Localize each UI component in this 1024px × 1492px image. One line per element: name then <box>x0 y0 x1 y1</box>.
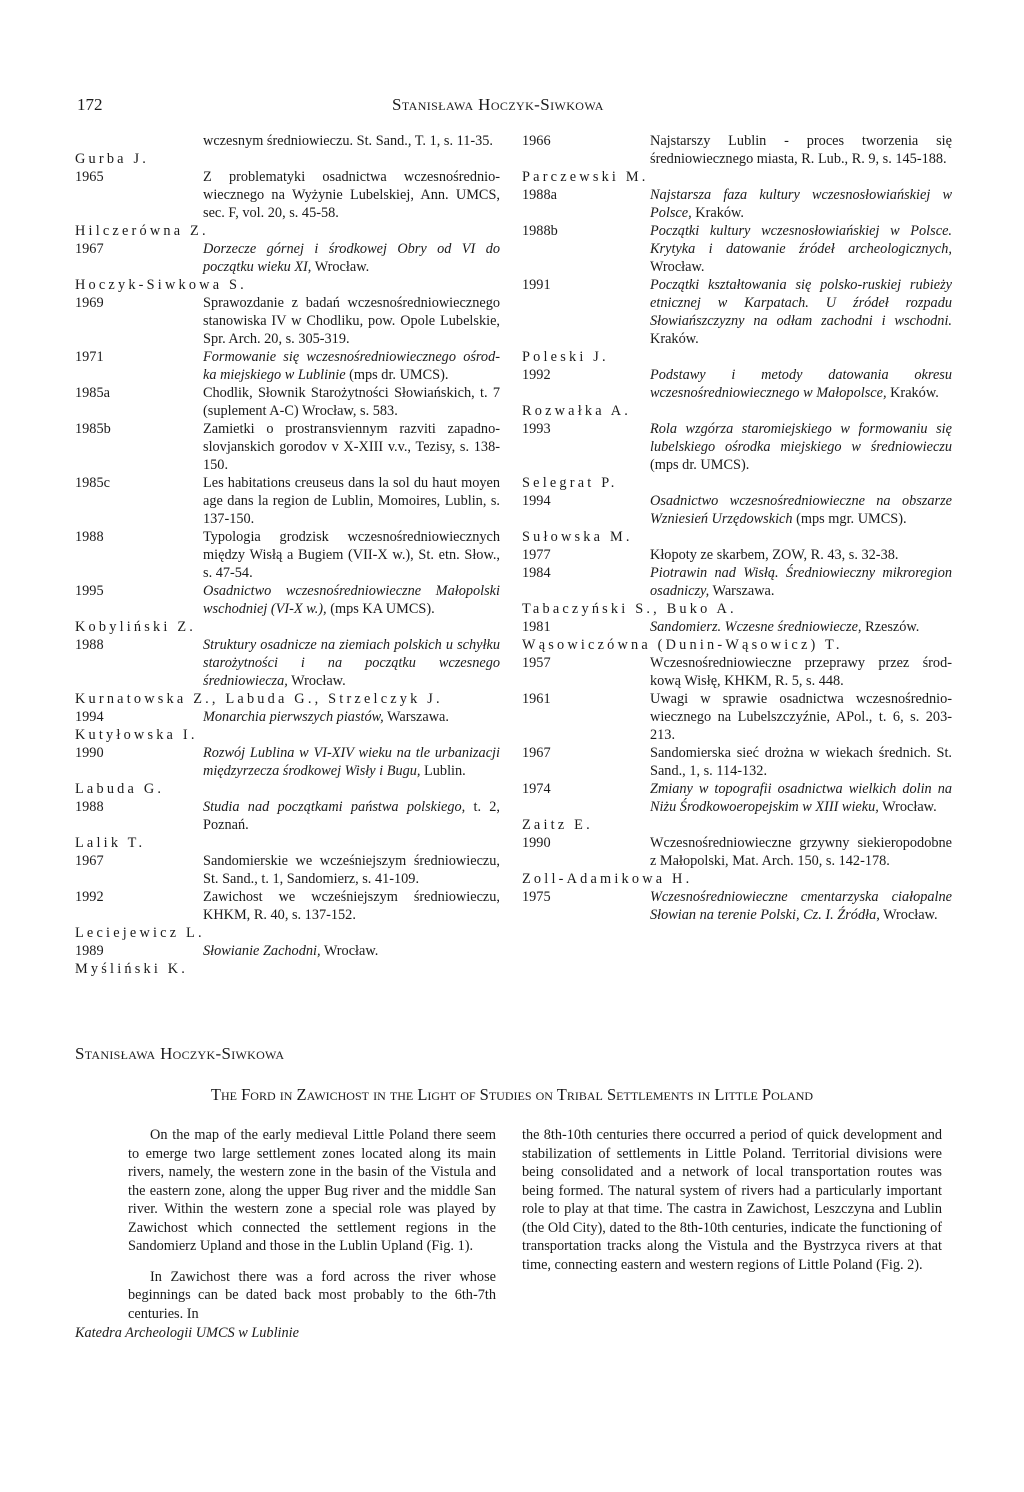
bib-text <box>650 222 952 276</box>
bib-author: Tabaczyński S., Buko A. <box>522 601 737 617</box>
bib-title: Struktury osadnicze na ziemiach polskich u schyłku starożytności i na początku wczesnego średniowiecza, <box>203 637 500 689</box>
bib-entry <box>522 420 952 474</box>
bib-entry <box>75 852 500 888</box>
bib-year: 1971 <box>75 349 104 365</box>
bib-text <box>650 780 952 816</box>
bib-title: Początki kultury wczesnosłowiańskiej w Polsce. Krytyka i datowanie źródeł archeologicznych, <box>650 223 952 257</box>
bib-text <box>650 420 952 474</box>
bib-details: Wrocław. <box>650 259 705 275</box>
bib-text <box>203 240 500 276</box>
bib-year: 1985c <box>75 475 110 491</box>
bib-title: Słowianie Zachodni, <box>203 943 321 959</box>
bib-entry <box>522 618 952 636</box>
bib-year: 1995 <box>75 583 104 599</box>
bib-entry <box>75 798 500 834</box>
bib-text <box>203 132 500 150</box>
bib-text <box>203 852 500 888</box>
bib-year: 1966 <box>522 133 551 149</box>
bib-text <box>650 690 952 744</box>
bib-author: Hilczerówna Z. <box>75 223 209 239</box>
bib-details: Kraków. <box>886 385 939 401</box>
bib-year: 1988 <box>75 799 104 815</box>
bib-entry <box>75 348 500 384</box>
bib-details: Warszawa. <box>383 709 449 725</box>
bib-entry <box>522 186 952 222</box>
bib-details: Sprawozdanie z badań wczesnośredniowiecznego stanowiska IV w Chodliku, pow. Opole Lubelskie, Spr. Arch. 20, s. 305-319. <box>203 295 500 347</box>
bib-details: Warszawa. <box>709 583 775 599</box>
english-summary-title: The Ford in Zawichost in the Light of Studies on Tribal Settlements in Little Poland <box>210 1085 814 1104</box>
bib-entry <box>75 240 500 276</box>
bib-text <box>203 384 500 420</box>
bib-year: 1969 <box>75 295 104 311</box>
bib-year <box>75 132 203 150</box>
bib-entry <box>75 528 500 582</box>
bib-details: Wczesnośredniowieczne przeprawy przez środ-kową Wisłę, KHKM, R. 5, s. 448. <box>650 655 952 689</box>
bib-year: 1994 <box>75 709 104 725</box>
bib-details: Typologia grodzisk wczesnośredniowiecznych między Wisłą a Bugiem (VII-X w.), St. etn. Słow., s. 47-54. <box>203 529 500 581</box>
bib-year: 1961 <box>522 691 551 707</box>
bib-details: Les habitations creuseus dans la sol du haut moyen age dans la region de Lublin, Momoires, Lublin, s. 137-150. <box>203 475 500 527</box>
bib-details: Z problematyki osadnictwa wczesnośrednio-wiecznego na Wyżynie Lubelskiej, Ann. UMCS, sec. F, vol. 20, s. 45-58. <box>203 169 500 221</box>
bib-title: Początki kształtowania się polsko-ruskiej rubieży etnicznej w Karpatach. U źródeł rozpadu Słowiańszczyzny na odłam zachodni i wschodni. <box>650 277 952 329</box>
bib-entry <box>75 132 500 150</box>
bib-details: Zamietki o prostransviennym razviti zapadno-slovjanskich gorodov v X-XIII v.v., Tezisy, s. 138-150. <box>203 421 500 473</box>
bib-details: Rzeszów. <box>861 619 920 635</box>
bib-details: Uwagi w sprawie osadnictwa wczesnośrednio-wiecznego na Lubelszczyźnie, APol., t. 6, s. 203-213. <box>650 691 952 743</box>
bib-author: Kobyliński Z. <box>75 619 197 635</box>
bib-entry <box>522 744 952 780</box>
bib-text <box>650 654 952 690</box>
bib-year: 1985b <box>75 421 111 437</box>
bib-title: Rola wzgórza staromiejskiego w formowaniu się lubelskiego ośrodka miejskiego w średniowieczu <box>650 421 952 455</box>
bib-text <box>650 276 952 348</box>
bib-details: t. 2, Poznań. <box>203 799 501 833</box>
bib-year: 1988a <box>522 187 557 203</box>
bib-author: Selegrat P. <box>522 475 618 491</box>
bib-details: Lublin. <box>420 763 466 779</box>
bib-year: 1993 <box>522 421 551 437</box>
bib-entry <box>522 654 952 690</box>
bib-author: Zoll-Adamikowa H. <box>522 871 693 887</box>
bib-details: Wczesnośredniowieczne grzywny siekieropodobne z Małopolski, Mat. Arch. 150, s. 142-178. <box>650 835 952 869</box>
bibliography-left-column <box>75 132 500 978</box>
bib-year: 1967 <box>522 745 551 761</box>
bib-entry <box>522 690 952 744</box>
bib-details: wczesnym średniowieczu. St. Sand., T. 1, s. 11-35. <box>203 133 493 149</box>
bib-author: Labuda G. <box>75 781 165 797</box>
bib-details: Chodlik, Słownik Starożytności Słowiańskich, t. 7 (suplement A-C) Wrocław, s. 583. <box>203 385 500 419</box>
affiliation: Katedra Archeologii UMCS w Lublinie <box>75 1325 299 1341</box>
bib-entry <box>75 168 500 222</box>
bib-title: Wczesnośredniowieczne cmentarzyska ciałopalne Słowian na terenie Polski, Cz. I. Źródła, <box>650 889 952 923</box>
bib-year: 1988 <box>75 637 104 653</box>
bib-author: Myśliński K. <box>75 961 189 977</box>
bib-text <box>203 636 500 690</box>
bib-text <box>650 492 952 528</box>
bib-text <box>203 888 500 924</box>
bib-details: (mps dr. UMCS). <box>650 457 750 473</box>
page-number: 172 <box>77 95 103 114</box>
bib-text <box>203 798 500 834</box>
bib-author: Hoczyk-Siwkowa S. <box>75 277 247 293</box>
bib-year: 1984 <box>522 565 551 581</box>
bib-title: Monarchia pierwszych piastów, <box>203 709 384 725</box>
bib-title: Sandomierz. Wczesne średniowiecze, <box>650 619 862 635</box>
bib-details: Kraków. <box>691 205 744 221</box>
bib-author: Kurnatowska Z., Labuda G., Strzelczyk J. <box>75 691 443 707</box>
bib-text <box>650 546 952 564</box>
bib-details: Wrocław. <box>287 673 346 689</box>
abstract-paragraph: In Zawichost there was a ford across the river whose beginnings can be dated back most probably to the 6th-7th centuries. In <box>128 1268 496 1322</box>
bib-year: 1967 <box>75 853 104 869</box>
bib-title: Osadnictwo wczesnośredniowieczne Małopolski wschodniej (VI-X w.), <box>203 583 500 617</box>
bib-entry <box>75 474 500 528</box>
bib-details: Sandomierska sieć drożna w wiekach średnich. St. Sand., 1, s. 114-132. <box>650 745 952 779</box>
bib-title: Studia nad początkami państwa polskiego, <box>203 799 466 815</box>
bib-year: 1965 <box>75 169 104 185</box>
bib-year: 1991 <box>522 277 551 293</box>
bib-year: 1992 <box>522 367 551 383</box>
bib-text <box>203 942 500 960</box>
bib-author: Parczewski M. <box>522 169 649 185</box>
bib-entry <box>75 942 500 960</box>
abstract-paragraph: the 8th-10th centuries there occurred a period of quick development and stabilization of settlements in Little Poland. Territorial divisions were being consolidated and a network of local transportation routes was being formed. The natural system of rivers had a particularly important role to play at that time. The castra in Zawichost, Leszczyna and Lublin (the Old City), dated to the 8th-10th centuries, indicate the functioning of transportation tracks along the Vistula and the Bystrzyca rivers at that time, connecting eastern and western regions of Little Poland (Fig. 2). <box>522 1127 942 1273</box>
bib-year: 1981 <box>522 619 551 635</box>
bib-author: Wąsowiczówna (Dunin-Wąsowicz) T. <box>522 637 843 653</box>
bib-text <box>203 168 500 222</box>
bib-title: Rozwój Lublina w VI-XIV wieku na tle urbanizacji międzyrzecza środkowej Wisły i Bugu, <box>203 745 500 779</box>
bib-title: Najstarsza faza kultury wczesnosłowiańskiej w Polsce, <box>650 187 952 221</box>
bib-title: Podstawy i metody datowania okresu wczesnośredniowiecznego w Małopolsce, <box>650 367 952 401</box>
bib-title: Osadnictwo wczesnośredniowieczne na obszarze Wzniesień Urzędowskich <box>650 493 952 527</box>
bib-year: 1994 <box>522 493 551 509</box>
bib-year: 1977 <box>522 547 551 563</box>
bib-entry <box>522 492 952 528</box>
bib-author: Rozwałka A. <box>522 403 632 419</box>
bib-author: Sułowska M. <box>522 529 633 545</box>
bib-text <box>650 132 952 168</box>
bib-text <box>203 348 500 384</box>
bib-text <box>650 618 952 636</box>
bib-text <box>650 834 952 870</box>
bib-author: Gurba J. <box>75 151 150 167</box>
bib-text <box>203 744 500 780</box>
bib-author: Lalik T. <box>75 835 146 851</box>
bibliography-right-column <box>522 132 952 924</box>
bib-text <box>203 474 500 528</box>
bib-text <box>650 564 952 600</box>
bib-details: Wrocław. <box>311 259 370 275</box>
bib-text <box>650 366 952 402</box>
abstract-left-column <box>128 1126 496 1323</box>
bib-title: Piotrawin nad Wisłą. Średniowieczny mikroregion osadniczy, <box>650 565 952 599</box>
bib-year: 1974 <box>522 781 551 797</box>
bib-author: Poleski J. <box>522 349 609 365</box>
bib-details: Wrocław. <box>879 907 938 923</box>
abstract-right-column <box>522 1126 942 1274</box>
bib-details: (mps dr. UMCS). <box>345 367 449 383</box>
bib-details: Sandomierskie we wcześniejszym średniowieczu, St. Sand., t. 1, Sandomierz, s. 41-109. <box>203 853 500 887</box>
bib-year: 1988 <box>75 529 104 545</box>
bib-text <box>203 294 500 348</box>
bib-details: (mps mgr. UMCS). <box>792 511 907 527</box>
bib-title: Formowanie się wczesnośredniowiecznego ośrod-ka miejskiego w Lublinie <box>203 349 500 383</box>
bib-title: Dorzecze górnej i środkowej Obry od VI do początku wieku XI, <box>203 241 500 275</box>
bib-entry <box>522 834 952 870</box>
bib-year: 1967 <box>75 241 104 257</box>
bib-text <box>650 744 952 780</box>
bib-details: Najstarszy Lublin - proces tworzenia się średniowiecznego miasta, R. Lub., R. 9, s. 145-188. <box>650 133 952 167</box>
bib-text <box>650 888 952 924</box>
bib-entry <box>75 888 500 924</box>
bib-details: Kraków. <box>650 331 699 347</box>
bib-title: Zmiany w topografii osadnictwa wielkich dolin na Niżu Środkowoeropejskim w XIII wieku, <box>650 781 952 815</box>
bib-year: 1975 <box>522 889 551 905</box>
bib-details: (mps KA UMCS). <box>326 601 435 617</box>
bib-year: 1989 <box>75 943 104 959</box>
bib-entry <box>522 780 952 816</box>
bib-author: Zaitz E. <box>522 817 593 833</box>
bib-entry <box>522 366 952 402</box>
bib-entry <box>75 420 500 474</box>
bib-entry <box>75 582 500 618</box>
bib-text <box>203 708 500 726</box>
bib-author: Kutyłowska I. <box>75 727 198 743</box>
bib-entry <box>75 708 500 726</box>
bib-year: 1992 <box>75 889 104 905</box>
bib-author: Leciejewicz L. <box>75 925 205 941</box>
bib-entry <box>522 132 952 168</box>
running-title: Stanisława Hoczyk-Siwkowa <box>392 95 604 114</box>
bib-entry <box>522 222 952 276</box>
bib-text <box>650 186 952 222</box>
bib-entry <box>522 546 952 564</box>
signature-author: Stanisława Hoczyk-Siwkowa <box>75 1044 285 1063</box>
bib-text <box>203 528 500 582</box>
bib-year: 1990 <box>75 745 104 761</box>
bib-entry <box>522 276 952 348</box>
bib-details: Kłopoty ze skarbem, ZOW, R. 43, s. 32-38. <box>650 547 899 563</box>
bib-year: 1985a <box>75 385 110 401</box>
bib-entry <box>522 564 952 600</box>
bib-details: Wrocław. <box>320 943 379 959</box>
bib-details: Zawichost we wcześniejszym średniowieczu, KHKM, R. 40, s. 137-152. <box>203 889 500 923</box>
bib-year: 1988b <box>522 223 558 239</box>
bib-entry <box>75 744 500 780</box>
bib-details: Wrocław. <box>878 799 937 815</box>
bib-entry <box>75 636 500 690</box>
bib-year: 1957 <box>522 655 551 671</box>
bib-entry <box>522 888 952 924</box>
bib-entry <box>75 384 500 420</box>
bib-text <box>203 582 500 618</box>
bib-year: 1990 <box>522 835 551 851</box>
bib-entry <box>75 294 500 348</box>
abstract-paragraph: On the map of the early medieval Little Poland there seem to emerge two large settlement zones located along its main rivers, namely, the western zone in the basin of the Vistula and the eastern zone, along the upper Bug river and the middle San river. Within the western zone a special role was played by Zawichost which connected the settlement regions in the Sandomierz Upland and those in the Lublin Upland (Fig. 1). <box>128 1127 496 1254</box>
bib-text <box>203 420 500 474</box>
